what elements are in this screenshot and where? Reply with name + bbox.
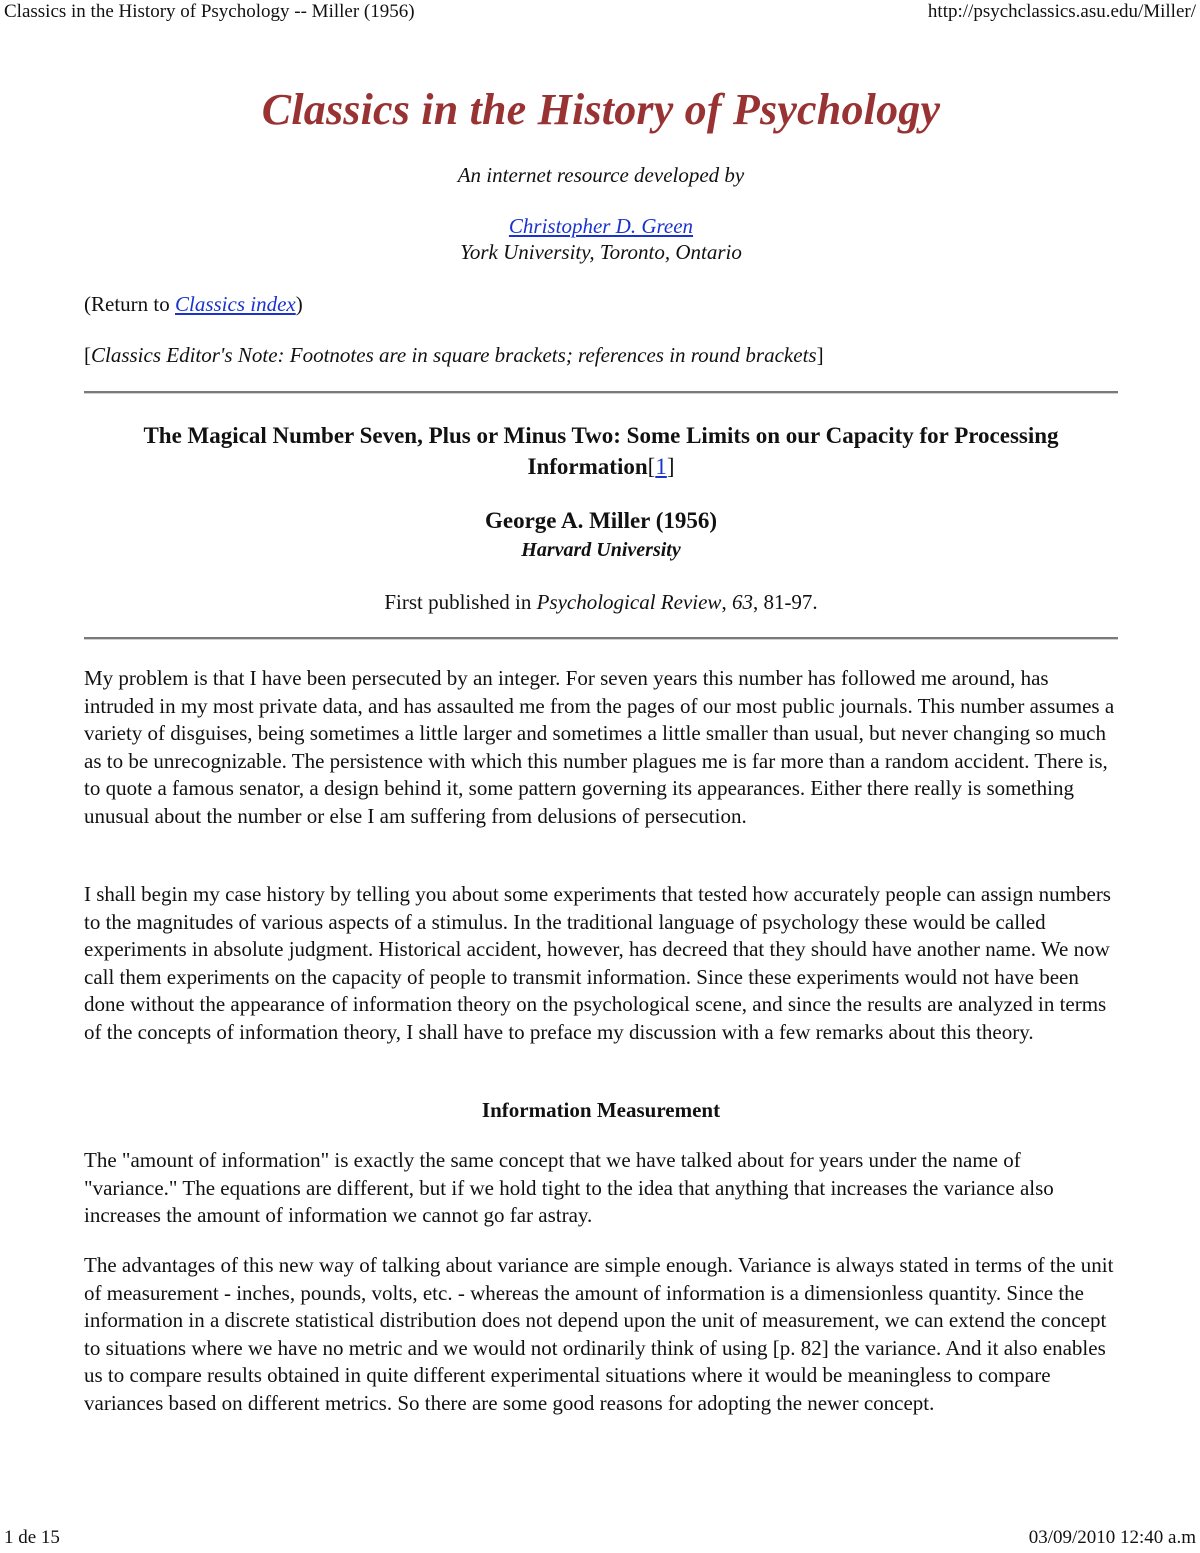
pub-sep: ,: [721, 590, 732, 614]
paper-author: George A. Miller (1956): [484, 508, 718, 533]
pub-volume: 63: [731, 590, 753, 614]
pub-prefix: First published in: [384, 590, 537, 614]
editor-note-text: Classics Editor's Note: Footnotes are in square brackets; references in round brackets: [91, 343, 817, 367]
classics-index-link-label: Classics index: [174, 292, 296, 316]
print-footer-page: 1 de 15: [4, 1527, 60, 1548]
body-paragraph-1: My problem is that I have been persecuted by an integer. For seven years this number has followed me around, has intruded in my most private data, and has assaulted me from the pages of our most public journals. This number assumes a variety of disguises, being sometimes a little larger and sometimes a little smaller than usual, but never changing so much as to be unrecognizable. The persistence with which this number plagues me is far more than a random accident. There is, to quote a famous senator, a design behind it, some pattern governing its appearances. Either there really is something unusual about the number or else I am suffering from delusions of persecution.: [84, 666, 1115, 828]
editor-note-open: [: [84, 343, 91, 367]
print-footer-datetime: 03/09/2010 12:40 a.m: [1028, 1527, 1196, 1548]
site-title: Classics in the History of Psychology: [261, 85, 941, 134]
footnote-open: [: [647, 454, 656, 479]
paper-title-text: The Magical Number Seven, Plus or Minus Two: Some Limits on our Capacity for Processing Information: [143, 423, 1059, 479]
paper-affiliation: Harvard University: [521, 539, 681, 561]
footnote-1-link[interactable]: 1: [655, 454, 667, 479]
publication-info: [84, 589, 1118, 615]
classics-index-link[interactable]: [175, 292, 296, 316]
return-suffix: ): [295, 292, 303, 316]
site-tagline: An internet resource developed by: [457, 163, 745, 187]
print-header-url: http://psychclassics.asu.edu/Miller/: [927, 1, 1196, 22]
pub-journal: Psychological Review: [536, 590, 722, 614]
developer-affiliation: York University, Toronto, Ontario: [460, 240, 742, 264]
divider-top: [84, 391, 1118, 394]
pub-pages: , 81-97.: [752, 590, 818, 614]
return-prefix: (Return to: [84, 292, 175, 316]
footnote-close: ]: [666, 454, 675, 479]
body-paragraph-4: The advantages of this new way of talking about variance are simple enough. Variance is always stated in terms of the unit of measurement - inches, pounds, volts, etc. - whereas the amount of information is a dimensionless quantity. Since the information in a discrete statistical distribution does not depend upon the unit of measurement, we can extend the concept to situations where we have no metric and we would not ordinarily think of using [p. 82] the variance. And it also enables us to compare results obtained in quite different experimental situations where it would be meaningless to compare variances based on different metrics. So there are some good reasons for adopting the newer concept.: [84, 1253, 1114, 1415]
section-heading: Information Measurement: [481, 1098, 721, 1122]
editor-note: [84, 342, 824, 368]
paper-title: [104, 420, 1098, 482]
body-paragraph-3: The "amount of information" is exactly the same concept that we have talked about for years under the name of "variance." The equations are different, but if we hold tight to the idea that anything that increases the variance also increases the amount of information we cannot go far astray.: [84, 1148, 1054, 1227]
developer-link[interactable]: Christopher D. Green: [508, 214, 694, 238]
print-header-title: Classics in the History of Psychology -- Miller (1956): [4, 1, 415, 22]
divider-bottom: [84, 637, 1118, 640]
return-nav: [84, 291, 303, 317]
body-paragraph-2: I shall begin my case history by telling you about some experiments that tested how accurately people can assign numbers to the magnitudes of various aspects of a stimulus. In the traditional language of psychology these would be called experiments in absolute judgment. Historical accident, however, has decreed that they should have another name. We now call them experiments on the capacity of people to transmit information. Since these experiments would not have been done without the appearance of information theory on the psychological scene, and since the results are analyzed in terms of the concepts of information theory, I shall have to preface my discussion with a few remarks about this theory.: [84, 882, 1111, 1044]
developer-line: [84, 213, 1118, 239]
editor-note-close: ]: [816, 343, 824, 367]
